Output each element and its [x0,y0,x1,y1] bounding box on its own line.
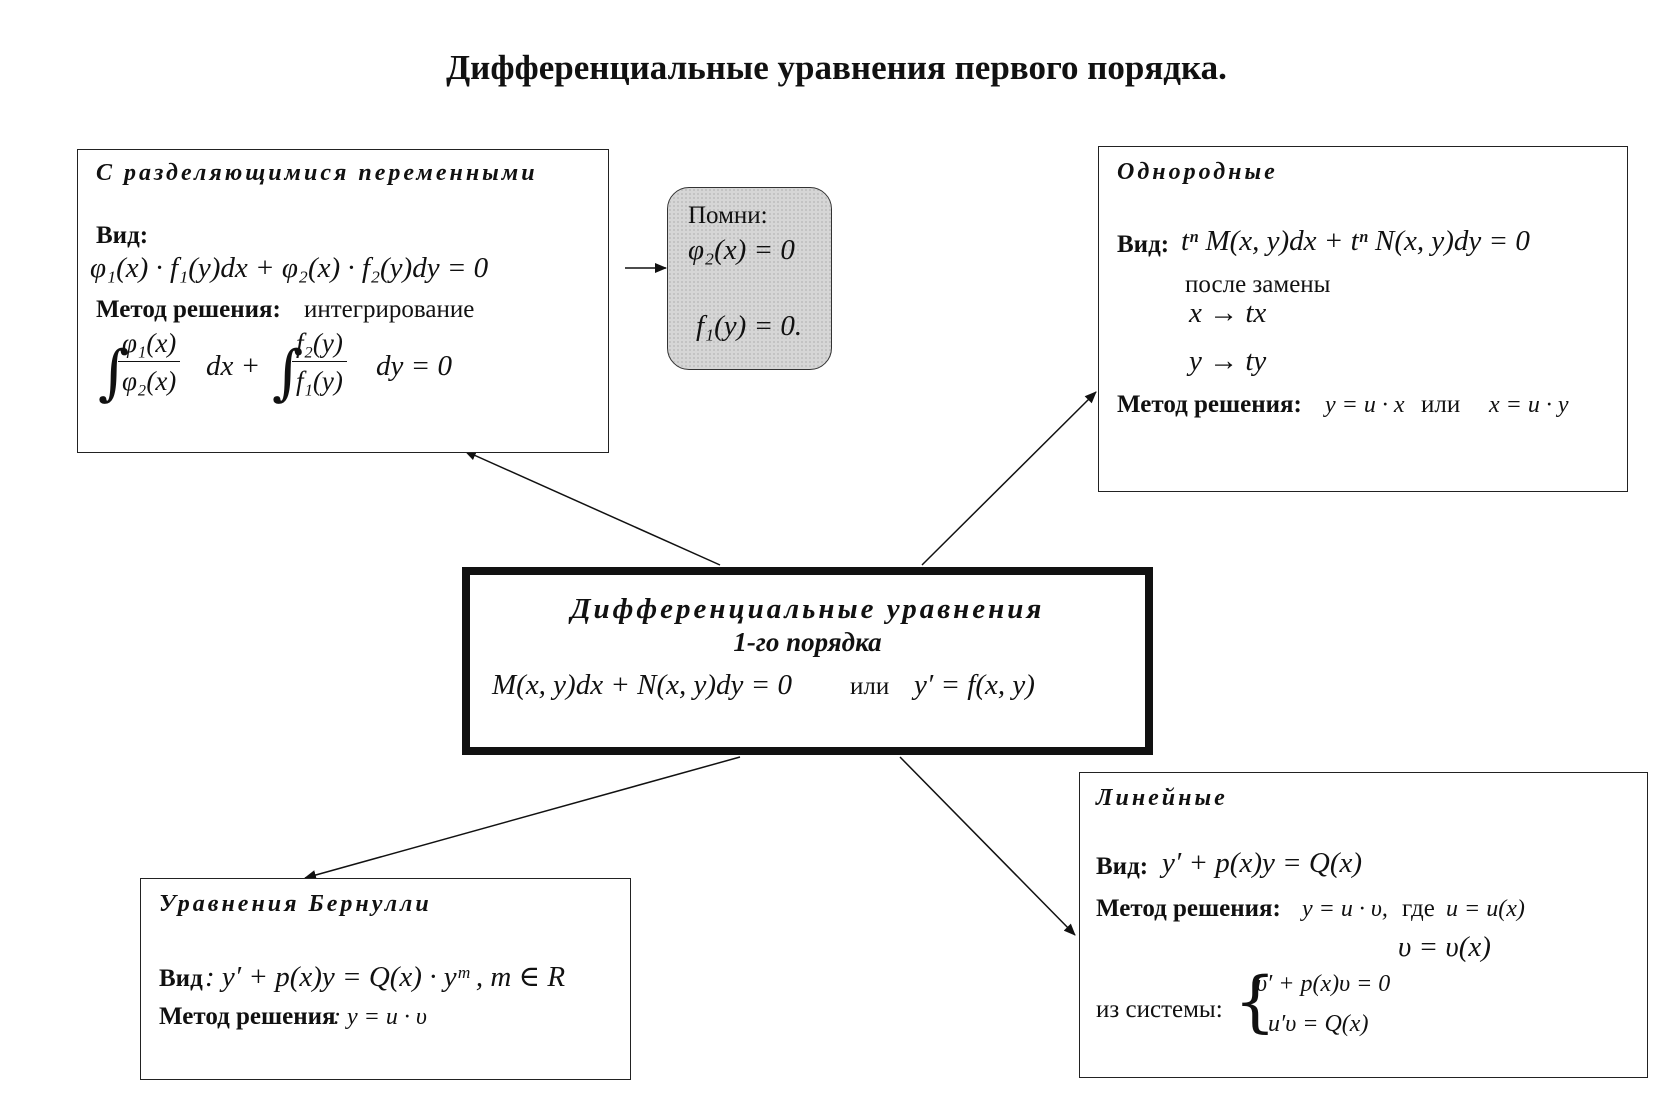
homogeneous-or: или [1421,391,1461,418]
separable-heading: С разделяющимися переменными [96,160,538,186]
integral-2-fraction [292,325,347,400]
center-box [462,567,1153,755]
homogeneous-method2: x = u · y [1489,392,1569,418]
homogeneous-box [1098,146,1628,492]
linear-method1: y = u · υ, [1302,896,1388,922]
homogeneous-sub1: x → tx [1189,297,1267,329]
bernoulli-heading: Уравнения Бернулли [159,891,432,917]
arrow-to-linear [900,757,1075,935]
integral-1-numerator: φ₁(x) [118,325,180,362]
linear-where: где [1402,895,1435,922]
homogeneous-method1: y = u · x [1325,392,1405,418]
integral-sign-2: ∫ [272,338,304,408]
remember-label: Помни: [688,202,768,229]
center-line2: 1-го порядка [733,627,882,657]
bernoulli-form-label: Вид [159,965,203,992]
homogeneous-sub2: y → ty [1189,345,1267,377]
arrow-to-bernoulli [305,757,740,878]
homogeneous-method-label: Метод решения: [1117,391,1302,418]
bernoulli-method-label: Метод решения [159,1003,336,1030]
integral-sign-1: ∫ [98,338,130,408]
homogeneous-form: tⁿ M(x, y)dx + tⁿ N(x, y)dy = 0 [1181,225,1530,257]
integral-1-denominator: φ₂(x) [122,366,177,396]
linear-method3: υ = υ(x) [1398,931,1491,963]
center-line1: Дифференциальные уравнения [570,593,1045,625]
arrow-to-separable [465,451,720,565]
system-brace: { [1234,963,1276,1040]
linear-form-label: Вид: [1096,853,1149,880]
homogeneous-after: после замены [1185,271,1331,298]
integral-1-tail: dx + [206,350,261,382]
remember-eq1: φ₂(x) = 0 [688,234,795,266]
bernoulli-method: : y = u · υ [333,1004,427,1030]
linear-method-label: Метод решения: [1096,895,1281,922]
integral-2-denominator: f₁(y) [296,366,343,396]
separable-form-label: Вид: [96,222,149,249]
bernoulli-form: : y′ + p(x)y = Q(x) · yᵐ , m ∈ R [205,961,566,993]
linear-heading: Линейные [1096,785,1228,811]
linear-system-label: из системы: [1096,996,1223,1023]
remember-note [667,187,832,370]
linear-method2: u = u(x) [1446,896,1525,922]
remember-eq2: f₁(y) = 0. [696,310,803,342]
homogeneous-heading: Однородные [1117,159,1278,185]
integral-2-numerator: f₂(y) [292,325,347,362]
page-title: Дифференциальные уравнения первого порядка. [446,48,1227,87]
separable-method-text: интегрирование [304,296,475,323]
arrow-to-homogeneous [922,392,1096,565]
integral-2-tail: dy = 0 [376,350,452,382]
integral-1-fraction [118,325,180,400]
separable-method-label: Метод решения: [96,296,281,323]
separable-box [77,149,609,453]
center-formula2: y′ = f(x, y) [914,669,1035,701]
homogeneous-form-label: Вид: [1117,231,1170,258]
linear-sys1: υ′ + p(x)υ = 0 [1256,971,1391,997]
linear-form: y′ + p(x)y = Q(x) [1162,847,1363,879]
linear-sys2: u′υ = Q(x) [1268,1011,1369,1037]
bernoulli-box [140,878,631,1080]
center-formula: M(x, y)dx + N(x, y)dy = 0 [492,669,792,701]
separable-form: φ₁(x) · f₁(y)dx + φ₂(x) · f₂(y)dy = 0 [90,252,489,284]
linear-box [1079,772,1648,1078]
center-or: или [850,673,890,700]
